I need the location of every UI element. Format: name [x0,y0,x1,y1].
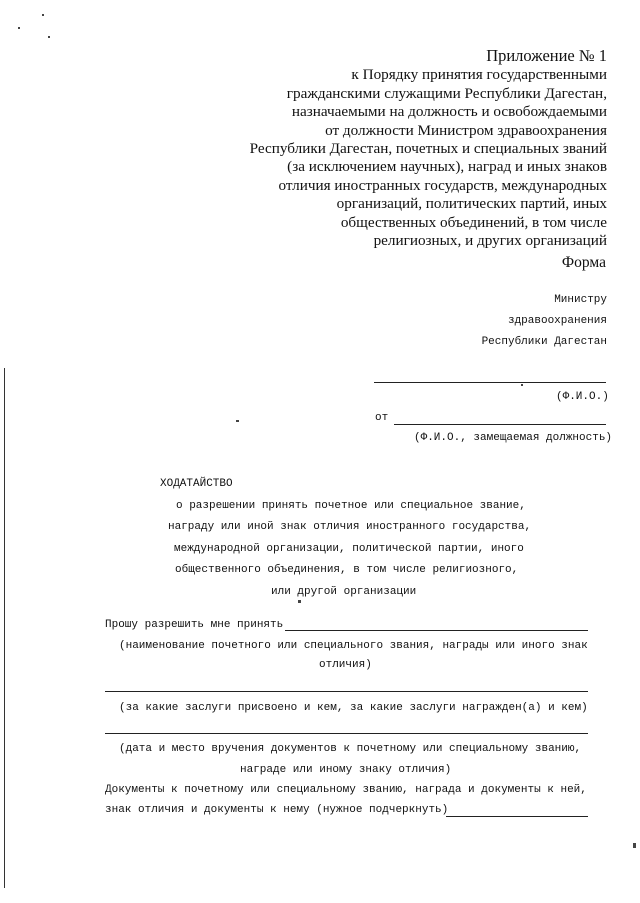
from-field-line[interactable] [394,424,606,425]
from-label: от [375,412,389,424]
appendix-header [207,47,607,250]
addressee-line: здравоохранения [507,315,607,327]
appendix-line: (за исключением научных), наград и иных знаков [287,158,607,176]
petition-subtitle-line: или другой организации [271,585,417,598]
documents-field-line[interactable] [446,816,588,817]
scan-speck [18,27,20,29]
scan-speck [48,36,50,38]
from-caption: (Ф.И.О., замещаемая должность) [414,432,613,444]
petition-title: ХОДАТАЙСТВО [160,478,233,490]
appendix-line: Республики Дагестан, почетных и специальных званий [249,140,607,158]
petition-subtitle-line: общественного объединения, в том числе религиозного, [175,564,519,577]
merit-caption: (за какие заслуги присвоено и кем, за какие заслуги награжден(а) и кем) [119,702,588,714]
petition-subtitle-line: о разрешении принять почетное или специальное звание, [176,499,526,512]
fio-field-line[interactable] [374,382,606,383]
appendix-line: гражданскими служащими Республики Дагестан, [286,84,607,102]
request-label: Прошу разрешить мне принять [105,619,284,631]
form-label: Форма [561,254,606,271]
appendix-line: от должности Министром здравоохранения [325,121,607,139]
addressee-block [482,290,607,353]
appendix-line: общественных объединений, в том числе [340,213,607,231]
date-caption-line-2: награде или иному знаку отличия) [240,764,452,776]
award-caption-line-2: отличия) [319,659,372,671]
scan-margin-line [4,368,5,888]
scan-speck [521,384,523,386]
addressee-line: Республики Дагестан [481,336,607,348]
fio-caption: (Ф.И.О.) [556,391,609,403]
appendix-line: отличия иностранных государств, международных [278,176,607,194]
date-caption-line-1: (дата и место вручения документов к почетному или специальному званию, [119,743,582,755]
documents-line-2: знак отличия и документы к нему (нужное подчеркнуть) [105,804,449,816]
appendix-line: назначаемыми на должность и освобождаемыми [291,103,607,121]
award-name-field-line[interactable] [285,630,588,631]
petition-subtitle-line: награду или иной знак отличия иностранного государства, [168,521,532,534]
petition-subtitle-line: международной организации, политической партии, иного [174,542,524,555]
petition-heading [0,474,552,604]
scan-speck [42,14,44,16]
scan-speck [298,600,301,603]
appendix-line: религиозных, и других организаций [373,232,607,250]
scan-speck [633,843,636,848]
appendix-title: Приложение № 1 [486,46,607,65]
appendix-line: организаций, политических партий, иных [336,195,607,213]
documents-line-1: Документы к почетному или специальному званию, награда и документы к ней, [105,784,587,796]
award-caption-line-1: (наименование почетного или специального звания, награды или иного знак [119,640,588,652]
merit-field-line[interactable] [105,691,588,692]
appendix-line: к Порядку принятия государственными [351,66,607,84]
scan-speck [236,420,239,422]
addressee-line: Министру [554,294,607,306]
date-place-field-line[interactable] [105,733,588,734]
